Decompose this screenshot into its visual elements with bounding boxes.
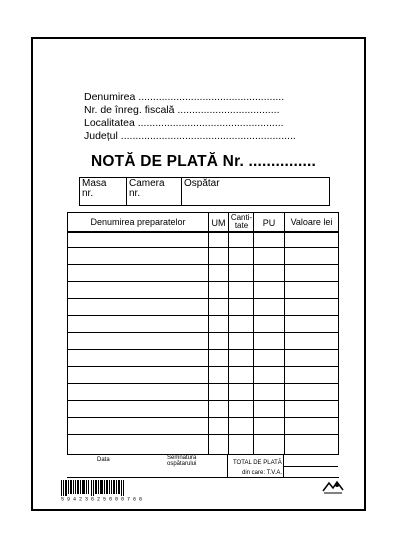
footer-divider: [227, 455, 228, 477]
ospatar-field: Ospătar: [184, 178, 220, 189]
table-row: [68, 434, 338, 435]
table-row: [68, 298, 338, 299]
total-label: TOTAL DE PLATĂ: [233, 460, 282, 466]
items-table: [67, 212, 339, 455]
barcode-icon: [61, 480, 143, 503]
camera-field: Camera nr.: [129, 178, 165, 199]
company-header: [84, 91, 324, 143]
barcode-digits: 5 9 4 2 3 6 2 5 0 0 0 7 6 8: [61, 496, 143, 503]
col-header-um: UM: [211, 218, 226, 228]
table-row: [68, 366, 338, 367]
table-row: [68, 400, 338, 401]
denumirea-line: Denumirea ..................................................: [84, 91, 285, 103]
judetul-line: Județul ............................................................: [84, 130, 296, 142]
table-row: [68, 383, 338, 384]
table-row: [68, 264, 338, 265]
table-row: [68, 417, 338, 418]
col-header-cantitate: Canti- tate: [230, 213, 253, 230]
semnatura-label: Semnătura ospătarului: [167, 455, 197, 467]
col-header-pu: PU: [262, 218, 276, 228]
data-label: Data: [97, 457, 110, 463]
bottom-rule: [67, 477, 339, 478]
localitatea-line: Localitatea ..................................................: [84, 117, 284, 129]
col-header-valoare: Valoare lei: [290, 217, 333, 227]
publisher-logo-icon: [321, 480, 345, 494]
footer-divider: [283, 466, 338, 467]
col-header-denumirea: Denumirea preparatelor: [90, 217, 186, 227]
table-row: [68, 247, 338, 248]
table-row: [68, 281, 338, 282]
info-box: [79, 177, 330, 206]
document-title: NOTĂ DE PLATĂ Nr. ...............: [91, 153, 317, 170]
masa-field: Masa nr.: [82, 178, 107, 199]
table-row: [68, 349, 338, 350]
footer-section: [67, 455, 339, 477]
nr-inreg-line: Nr. de înreg. fiscală ...................................: [84, 104, 280, 116]
header-row-divider: [68, 231, 338, 233]
table-row: [68, 315, 338, 316]
table-row: [68, 332, 338, 333]
tva-label: din care: T.V.A.: [242, 470, 283, 476]
